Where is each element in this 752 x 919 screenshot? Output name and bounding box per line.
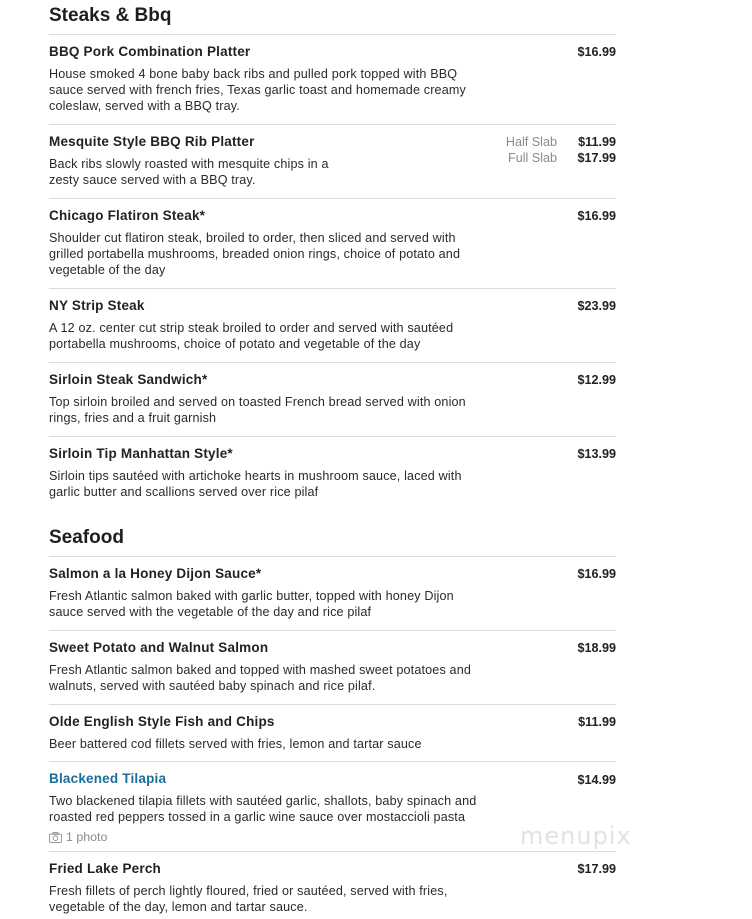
menu-item [49, 124, 616, 199]
item-description: Fresh fillets of perch lightly floured, fried or sautéed, served with fries, vegetable of the day, lemon and tartar sauce. [49, 884, 448, 914]
item-name: NY Strip Steak [49, 298, 145, 313]
item-price: $18.99 [577, 641, 616, 655]
item-price: $11.99 [578, 715, 616, 729]
item-price: $16.99 [577, 209, 616, 223]
item-name: Olde English Style Fish and Chips [49, 714, 275, 729]
item-price: $23.99 [577, 299, 616, 313]
item-price: $17.99 [577, 862, 616, 876]
item-description: Fresh Atlantic salmon baked with garlic butter, topped with honey Dijon sauce served with the vegetable of the day and rice pilaf [49, 589, 454, 619]
item-description: A 12 oz. center cut strip steak broiled to order and served with sautéed portabella mushrooms, choice of potato and vegetable of the day [49, 321, 454, 351]
section-title-seafood: Seafood [49, 527, 124, 548]
menu-item [49, 704, 616, 762]
item-description: House smoked 4 bone baby back ribs and pulled pork topped with BBQ sauce served with french fries, Texas garlic toast and homemade creamy coleslaw, served with a BBQ tray. [49, 67, 466, 113]
item-description: Top sirloin broiled and served on toasted French bread served with onion rings, fries and a fruit garnish [49, 395, 466, 425]
photo-count: 1 photo [66, 830, 108, 844]
item-name: Sirloin Steak Sandwich* [49, 372, 208, 387]
item-price: $14.99 [577, 773, 616, 787]
photo-link[interactable] [49, 830, 107, 844]
size-label-full-slab: Full Slab [508, 151, 557, 165]
size-label-half-slab: Half Slab [505, 135, 557, 149]
item-description: Fresh Atlantic salmon baked and topped with mashed sweet potatoes and walnuts, served with sautéed baby spinach and rice pilaf. [49, 663, 472, 693]
item-name: Sirloin Tip Manhattan Style* [49, 446, 233, 461]
camera-icon [49, 832, 62, 843]
menu-item [49, 630, 616, 705]
item-price: $13.99 [577, 447, 616, 461]
item-name: Salmon a la Honey Dijon Sauce* [49, 566, 262, 581]
item-name: Chicago Flatiron Steak* [49, 208, 206, 223]
item-price: $16.99 [577, 567, 616, 581]
section-title-steaks-bbq: Steaks & Bbq [49, 5, 172, 26]
menu-item [49, 851, 616, 919]
item-description: Shoulder cut flatiron steak, broiled to order, then sliced and served with grilled portabella mushrooms, breaded onion rings, choice of potato and vegetable of the day [49, 231, 461, 277]
watermark-logo: menupix [520, 822, 632, 850]
menu-item [49, 288, 616, 363]
item-price: $16.99 [577, 45, 616, 59]
menu-item [49, 34, 616, 125]
item-description: Back ribs slowly roasted with mesquite chips in a zesty sauce served with a BBQ tray. [49, 157, 329, 187]
menu-item [49, 362, 616, 437]
menu-item [49, 556, 616, 631]
item-price-half-slab: $11.99 [578, 135, 616, 149]
item-name-link[interactable]: Blackened Tilapia [49, 771, 167, 786]
item-description: Two blackened tilapia fillets with sautéed garlic, shallots, baby spinach and roasted red peppers tossed in a garlic wine sauce over mostaccioli pasta [49, 794, 477, 824]
menu-item [49, 436, 616, 511]
menu-item [49, 198, 616, 289]
item-name: BBQ Pork Combination Platter [49, 44, 251, 59]
item-price-full-slab: $17.99 [577, 151, 616, 165]
item-name: Fried Lake Perch [49, 861, 161, 876]
item-name: Mesquite Style BBQ Rib Platter [49, 134, 255, 149]
item-name: Sweet Potato and Walnut Salmon [49, 640, 269, 655]
item-price: $12.99 [577, 373, 616, 387]
item-description: Sirloin tips sautéed with artichoke hearts in mushroom sauce, laced with garlic butter and scallions served over rice pilaf [49, 469, 462, 499]
item-description: Beer battered cod fillets served with fries, lemon and tartar sauce [49, 737, 422, 751]
